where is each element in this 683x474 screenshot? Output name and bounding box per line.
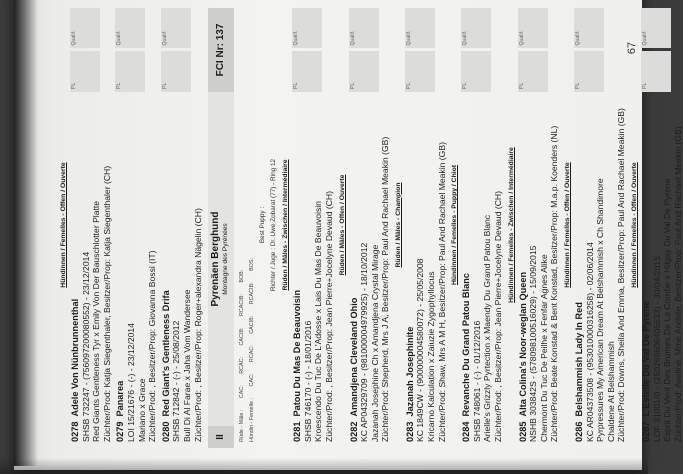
awards-cell: RCAC: (239, 356, 246, 374)
parentage-line: Mariano x Grace (136, 378, 147, 442)
entry-number: 0284 (461, 421, 472, 442)
awards-cell: BOB: (239, 269, 246, 283)
breeder-owner-line: Züchter/Prod: Downs, Sheila And Emma, Besitzer/Prop: Paul And Rachael Meakin (GB) (616, 108, 627, 442)
qualification-label: Qualif. (405, 30, 412, 46)
registration-line: LOI 15/21676 - (-) - 23/12/2014 (125, 323, 136, 442)
awards-cell: RCACIB: (239, 294, 246, 316)
entry-number: 0280 (160, 421, 171, 442)
qualification-label: Qualif. (641, 30, 648, 46)
breed-title-block (208, 92, 234, 426)
breed-subtitle: Montagne des Pyrénées (222, 223, 230, 295)
qualification-box (405, 8, 435, 49)
breeder-owner-line: Züchter/Prod: , Besitzer/Prop: Jean Pierre+Jocelyne Devaud (CH) (323, 191, 334, 442)
registration-line: SHSB 712842 - (-) - 25/08/2012 (171, 320, 182, 442)
qualification-label: Qualif. (293, 30, 300, 46)
entry-title (115, 100, 126, 442)
awards-cell: CACIB: (239, 327, 246, 346)
registration-line: KC 1849CW - (900000004580072) - 25/05/2008 (415, 258, 426, 442)
placement-label: PL (71, 82, 77, 89)
qualification-box (292, 8, 322, 49)
qualification-label: Qualif. (349, 30, 356, 46)
entry-title (161, 100, 172, 442)
awards-row-male (238, 260, 246, 442)
registration-line: LOF 31001/0 - (250269606405633) - 30/04/2015 (651, 256, 662, 442)
group-number: II (208, 426, 234, 448)
placement-box (574, 52, 604, 93)
placement-box (115, 52, 145, 93)
section-heading: Hündinnen / Femelles - Puppy / Chiot (451, 164, 459, 286)
parentage-line: Chermont Du Tuc De Peilhe x Fenfar Agnes Alike (538, 254, 549, 442)
photo-edge-shadow (0, 458, 648, 474)
breeder-owner-line: Züchter/Prod: , Besitzer/Prop: Roger+alexandra Nägelin (CH) (192, 208, 203, 442)
placement-label: PL (641, 82, 648, 89)
grade-boxes (641, 8, 671, 92)
parentage-line: Kroescendo Du Tuc De L'Adosse x Lais Du Mas De Beauvoisin (313, 201, 324, 442)
placement-label: PL (349, 82, 356, 89)
catalog-entry (574, 8, 627, 442)
qualification-label: Qualif. (462, 30, 469, 46)
qualification-label: Qualif. (116, 30, 123, 46)
section-heading: Rüden / Mâles - Zwischen / Intermédiaire (282, 159, 290, 291)
placement-label: PL (518, 82, 525, 89)
qualification-box (115, 8, 145, 49)
entry-number: 0282 (348, 421, 359, 442)
awards-cell: CAC: (239, 385, 246, 399)
catalog-entry (161, 8, 203, 442)
catalog-entry (518, 8, 560, 442)
placement-box (461, 52, 491, 93)
entry-number: 0278 (70, 421, 80, 442)
entry-number: 0283 (404, 421, 415, 442)
parentage-line: Esprit Du Vent Des Brumes De La Combe x Hilgay Du Val De Pyrene (662, 178, 673, 442)
binding-shadow (14, 0, 38, 466)
grade-boxes (405, 8, 435, 92)
parentage-line: Arielle's Grizzly Pyrtection x Maendy Du Grand Patou Blanc (482, 214, 493, 442)
catalog-entry (70, 8, 112, 442)
catalog-entry (405, 8, 447, 442)
placement-box (292, 52, 322, 93)
placement-box (161, 52, 191, 93)
dog-name: Red Giant's Gentleness Drifa (160, 290, 171, 417)
placement-label: PL (116, 82, 123, 89)
placement-box (349, 52, 379, 93)
breed-title: Pyrenäen Berghund (210, 211, 222, 307)
qualification-label: Qualif. (518, 30, 525, 46)
catalog-entry (115, 8, 157, 442)
judge-line: Richter / Juge : Dr. Uwe Zobarat (77) - Ring 12 (270, 158, 278, 292)
breeder-owner-line: Züchter/Prod: Beate Konstad & Bent Konstad, Besitzer/Prop: M.a.p. Koenders (NL) (549, 125, 560, 442)
grade-boxes (292, 8, 322, 92)
parentage-line: Kricarno Kalculation x Zaiuzie Zygophyllocus (426, 271, 437, 442)
dog-name: Panarea (115, 380, 126, 417)
section-heading: Hündinnen / Femelles - Offen / Ouverte (60, 162, 67, 288)
catalog-entry (349, 8, 391, 442)
qualification-box (461, 8, 491, 49)
grade-boxes (115, 8, 145, 92)
page-number: 67 (626, 41, 639, 55)
placement-box (405, 52, 435, 93)
awards-cell: CAC: (249, 373, 256, 387)
awards-cell: Hündin - Femelle : (249, 397, 256, 442)
registration-line: SHSB 732247 - (756097200080552) - 23/12/2014 (80, 251, 91, 442)
entry-number: 0279 (115, 421, 126, 442)
section-heading: Hündinnen / Femelles - Zwischen / Intermédiaire (507, 147, 515, 303)
grade-boxes (70, 8, 100, 92)
registration-line: SHSB 748061 - (-) - 01/12/2016 (471, 320, 482, 442)
qualification-box (349, 8, 379, 49)
catalog-entry (461, 8, 503, 442)
placement-label: PL (462, 82, 469, 89)
dog-name: Amandjena Cleveland Ohio (348, 297, 359, 417)
awards-row-female (248, 248, 256, 442)
dog-name: Revanche Du Grand Patou Blanc (461, 273, 472, 417)
catalog-entry (641, 8, 683, 442)
entry-title (70, 100, 81, 442)
qualification-box (161, 8, 191, 49)
dog-name: L'Estelle Du Val De Pyrene (640, 300, 651, 417)
registration-line: KC AR04373508 - (953010000316258) - 02/06/2014 (584, 242, 595, 442)
parentage-line: Red Giants Gentleness Tyr x Emily Von Der Bauschlotter Platte (91, 200, 102, 442)
breeder-owner-line: Züchter/Prod: , Besitzer/Prop: Giovanna Bossi (IT) (147, 250, 158, 442)
awards-cell: CACIB: (249, 315, 256, 334)
parentage-line: Bull Di Al Farae x Jaha Vom Wandersee (181, 289, 192, 442)
registration-line: KC AP04329709 - (981000004979925) - 18/10/2012 (359, 242, 370, 442)
placement-box (70, 52, 100, 93)
intro-entries (70, 8, 203, 442)
parentage-line: Pyrpressures My American Dream At Belshammish x Ch Shandimore (595, 178, 606, 442)
grade-boxes (574, 8, 604, 92)
rotated-sheet (38, 0, 683, 466)
entry-title (461, 100, 472, 442)
entry-title (292, 100, 303, 442)
section-heading: Hündinnen / Femelles - Offen / Ouverte (630, 162, 638, 288)
best-puppy-label: Best Puppy : (259, 206, 267, 244)
placement-box (641, 52, 671, 93)
entry-number: 0285 (517, 421, 528, 442)
awards-cell: RCAC: (249, 345, 256, 363)
section-heading: Hündinnen / Femelles - Offen / Ouverte (564, 162, 571, 288)
placement-label: PL (161, 82, 168, 89)
breeder-owner-line: Züchter/Prod: Shepherd, Mrs J A, Besitzer/Prop: Paul And Rachael Meakin (GB) (380, 136, 391, 442)
placement-label: PL (575, 82, 581, 89)
breed-header (208, 8, 234, 448)
qualification-label: Qualif. (71, 30, 77, 46)
catalog-entry (292, 8, 334, 442)
fci-number: FCI Nr: 137 (208, 8, 234, 92)
section-heading: Rüden / Mâles - Offen / Ouverte (338, 174, 346, 276)
breeder-owner-line: Züchter/Prod: , Besitzer/Prop: Jean Pierre+Jocelyne Devaud (CH) (493, 191, 504, 442)
grade-boxes (349, 8, 379, 92)
breeder-owner-line: Züchter/Prod: Aveline, Mme Andrée, Besitzer/Prop: Paul And Rachael Meakin (GB) (672, 126, 683, 442)
entry-number: 0286 (574, 421, 584, 442)
dog-name: Adele Von Nünbrunnenthal (70, 298, 80, 417)
dog-name: Jazanah Josephinite (404, 326, 415, 417)
qualification-label: Qualif. (161, 30, 168, 46)
qualification-box (518, 8, 548, 49)
grade-boxes (161, 8, 191, 92)
qualification-label: Qualif. (575, 30, 581, 46)
breeder-owner-line: Züchter/Prod: Shaw, Mrs A M H, Besitzer/Prop: Paul And Rachael Meakin (GB) (436, 142, 447, 442)
entry-title (518, 100, 529, 442)
dog-name: Belshammish Lady In Red (574, 302, 584, 417)
placement-label: PL (293, 82, 300, 89)
registration-line: SHSB 746170 - (-) - 18/01/2016 (302, 320, 313, 442)
dog-name: Patou Du Mas De Beauvoisin (292, 289, 303, 417)
awards-cell: RCACIB: (249, 282, 256, 305)
entry-title (349, 100, 360, 442)
dog-name: Alta Colina's Noor-weglan Queen (517, 271, 528, 417)
qualification-box (70, 8, 100, 49)
catalog-page (14, 0, 683, 470)
entry-number: 0281 (292, 421, 303, 442)
section-heading: Rüden / Mâles - Champion (394, 182, 402, 268)
class-sections (281, 8, 683, 442)
breeder-owner-line: Züchter/Prod: Katja Siegenthaler, Besitzer/Prop: Katja Siegenthaler (CH) (101, 165, 112, 442)
entry-number: 0287 (640, 421, 651, 442)
entry-title (405, 100, 416, 442)
placement-box (518, 52, 548, 93)
parentage-line-cont: Chaldene At Belshammish (605, 341, 616, 442)
awards-table (238, 8, 246, 442)
entry-title (641, 100, 652, 442)
awards-table-female (248, 8, 256, 442)
awards-cell: Rüde - Mâle : (239, 409, 246, 442)
entry-title (574, 100, 585, 442)
placement-label: PL (405, 82, 412, 89)
qualification-box (641, 8, 671, 49)
grade-boxes (461, 8, 491, 92)
grade-boxes (518, 8, 548, 92)
registration-line: NSHB 303842S - (578098100516029) - 15/09/2015 (528, 245, 539, 442)
awards-cell: BOS: (249, 258, 256, 271)
qualification-box (574, 8, 604, 49)
parentage-line: Jazanah Josephine Ch x Amandjena Crystal Mirage (369, 244, 380, 442)
